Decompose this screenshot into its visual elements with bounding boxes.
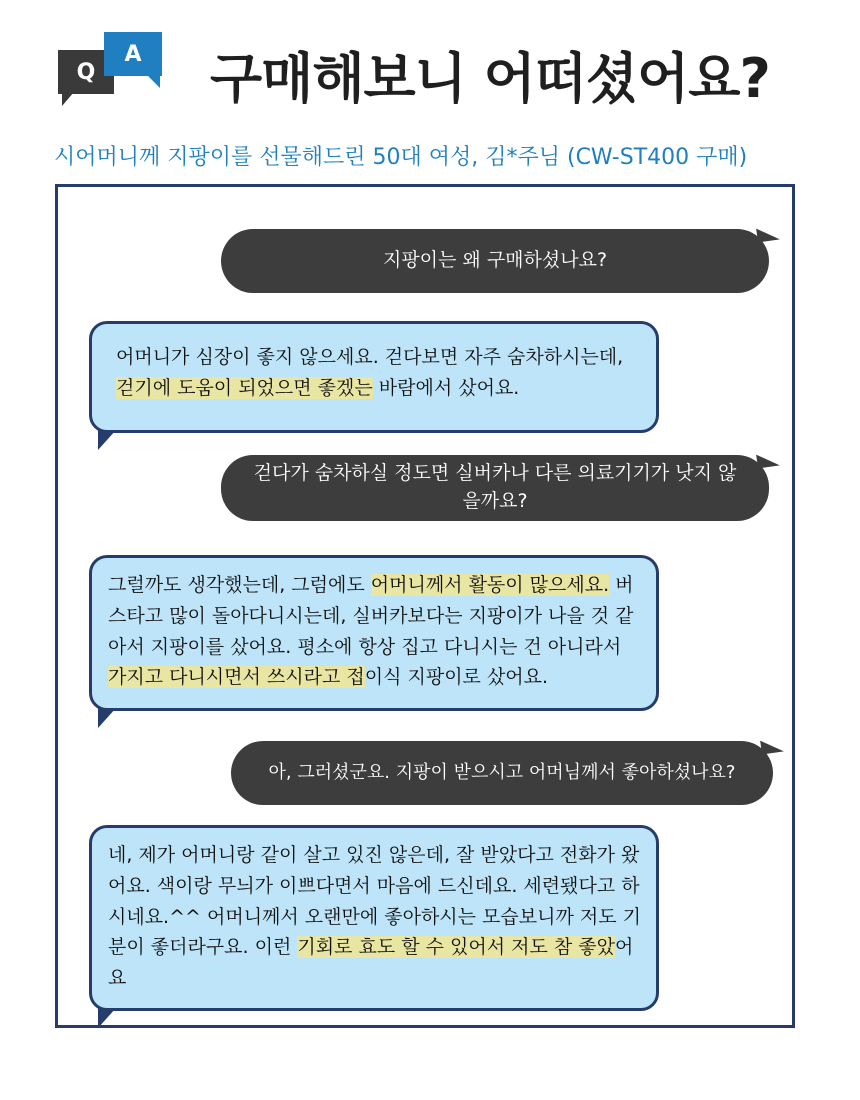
subtitle: 시어머니께 지팡이를 선물해드린 50대 여성, 김*주님 (CW-ST400 구매) [54,145,748,170]
conversation-frame [55,184,795,1028]
qa-logo-icon [58,32,168,112]
question-text: 아, 그러셨군요. 지팡이 받으시고 어머님께서 좋아하셨나요? [268,761,736,783]
a-bubble-icon: A [104,32,162,76]
question-bubble-1 [221,229,769,293]
answer-bubble-2: 그럴까도 생각했는데, 그럼에도 어머니께서 활동이 많으세요. 버스타고 많이 돌아다니시는데, 실버카보다는 지팡이가 나을 것 같아서 지팡이를 샀어요. 평소에 항상 집고 다니시는 건 아니라서 가지고 다니시면서 쓰시라고 접이식 지팡이로 샀어요. [89,555,659,711]
question-text: 지팡이는 왜 구매하셨나요? [382,249,608,272]
question-bubble-2 [221,455,769,521]
q-bubble-icon: Q [58,50,114,94]
highlight-text: 기회로 효도 할 수 있어서 저도 참 좋았 [297,936,615,959]
highlight-text: 걷기에 도움이 되었으면 좋겠는 [116,376,373,399]
question-bubble-3 [231,741,773,805]
page-title: 구매해보니 어떠셨어요? [210,47,770,110]
highlight-text: 가지고 다니시면서 쓰시라고 접 [108,666,365,689]
highlight-text: 어머니께서 활동이 많으세요. [370,574,610,596]
answer-bubble-1: 어머니가 심장이 좋지 않으세요. 걷다보면 자주 숨차하시는데, 걷기에 도움이 되었으면 좋겠는 바람에서 샀어요. [89,321,659,433]
answer-bubble-3: 네, 제가 어머니랑 같이 살고 있진 않은데, 잘 받았다고 전화가 왔어요. 색이랑 무늬가 이쁘다면서 마음에 드신데요. 세련됐다고 하시네요.^^ 어머니께서 오랜만에 좋아하시는 모습보니까 저도 기분이 좋더라구요. 이런 기회로 효도 할 수 있어서 저도 참 좋았어요 [89,825,659,1011]
question-text: 걷다가 숨차하실 정도면 실버카나 다른 의료기기가 낫지 않을까요? [253,462,737,512]
